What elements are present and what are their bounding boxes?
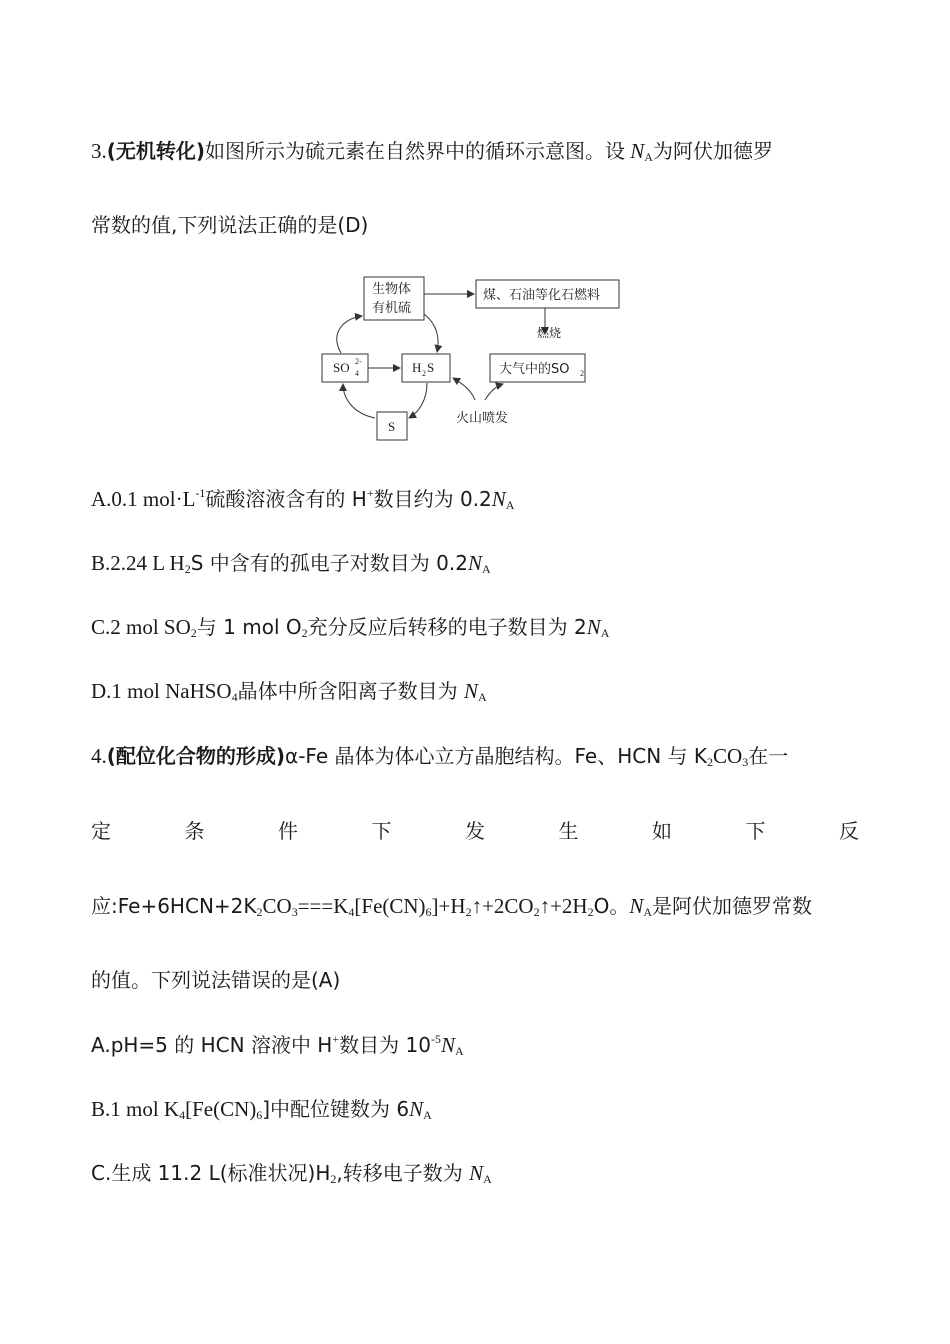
svg-text:煤、石油等化石燃料: 煤、石油等化石燃料	[483, 288, 601, 303]
q3-stem-line2: 常数的值,下列说法正确的是(D)	[91, 213, 369, 237]
q4-stem-line1: 4.(配位化合物的形成)α-Fe 晶体为体心立方晶胞结构。Fe、HCN 与 $K_2CO_3$在一	[91, 744, 789, 769]
q3-option-a: A.0.1 $mol\cdot L^{-1}$硫酸溶液含有的 H+数目约为 $0.2N_A$	[91, 486, 515, 512]
q4-stem-line3: 应$:Fe+6HCN+2K_2CO_3===K_4[Fe(CN)_6]+H_2↑+2CO_2↑+2H_2O$。$N_A$是阿伏加德罗常数	[91, 894, 813, 919]
q3-stem-line1: 3.(无机转化)如图所示为硫元素在自然界中的循环示意图。设 $N_A$为阿伏加德罗	[91, 139, 773, 164]
arrow-organic-to-h2s	[424, 314, 438, 352]
q4-option-c: C.生成 11.2 L(标准状况)$H_2$,转移电子数为 $N_A$	[91, 1161, 492, 1186]
svg-text:燃烧: 燃烧	[537, 326, 562, 340]
h2s-box	[402, 354, 450, 382]
svg-text:S: S	[388, 419, 396, 434]
arrow-h2s-to-sulfur	[409, 383, 427, 418]
q3-stem-part1: 如图所示为硫元素在自然界中的循环示意图。设	[205, 139, 626, 163]
svg-text:火山喷发: 火山喷发	[456, 411, 509, 426]
svg-text:有机硫: 有机硫	[372, 301, 412, 316]
q3-option-b: B.2.24 L $H_2S$ 中含有的孤电子对数目为 $0.2N_A$	[91, 551, 491, 576]
svg-text:2: 2	[422, 369, 426, 378]
svg-text:H: H	[412, 360, 422, 375]
sulfur-cycle-diagram	[315, 272, 635, 442]
svg-text:4: 4	[355, 369, 359, 378]
q4-stem-line4: 的值。下列说法错误的是(A)	[91, 968, 341, 992]
arrow-volcano-to-so2	[485, 384, 503, 400]
arrow-sulfur-to-so4	[343, 384, 375, 418]
svg-text:生物体: 生物体	[372, 282, 412, 297]
q3-option-d: D.1 mol NaHSO$_4$晶体中所含阳离子数目为 $N_A$	[91, 679, 487, 704]
arrow-so4-to-organic	[337, 316, 362, 353]
q4-stem-line2: 定 条 件 下 发 生 如 下 反	[91, 819, 859, 843]
q3-tag: (无机转化)	[106, 139, 206, 163]
q4-option-b: B.1 mol $K_4[Fe(CN)_6]$中配位键数为 $6N_A$	[91, 1097, 432, 1122]
q3-stem-part2: 为阿伏加德罗	[652, 139, 773, 163]
q4-option-a: A.pH=5 的 HCN 溶液中 H+数目为 $10^{-5}N_A$	[91, 1032, 464, 1058]
svg-text:SO: SO	[333, 360, 350, 375]
q4-tag: (配位化合物的形成)	[106, 744, 286, 768]
arrow-volcano-to-h2s	[453, 378, 475, 400]
q3-na: N	[630, 139, 645, 163]
q3-option-c: C.2 mol $SO_2$与 1 mol $O_2$充分反应后转移的电子数目为 $2N_A$	[91, 615, 610, 640]
q4-number: 4.	[91, 744, 107, 768]
svg-text:S: S	[427, 360, 435, 375]
svg-text:2: 2	[580, 369, 584, 378]
svg-text:2-: 2-	[355, 357, 362, 366]
q3-number: 3.	[91, 139, 107, 163]
svg-text:大气中的SO: 大气中的SO	[499, 362, 570, 377]
